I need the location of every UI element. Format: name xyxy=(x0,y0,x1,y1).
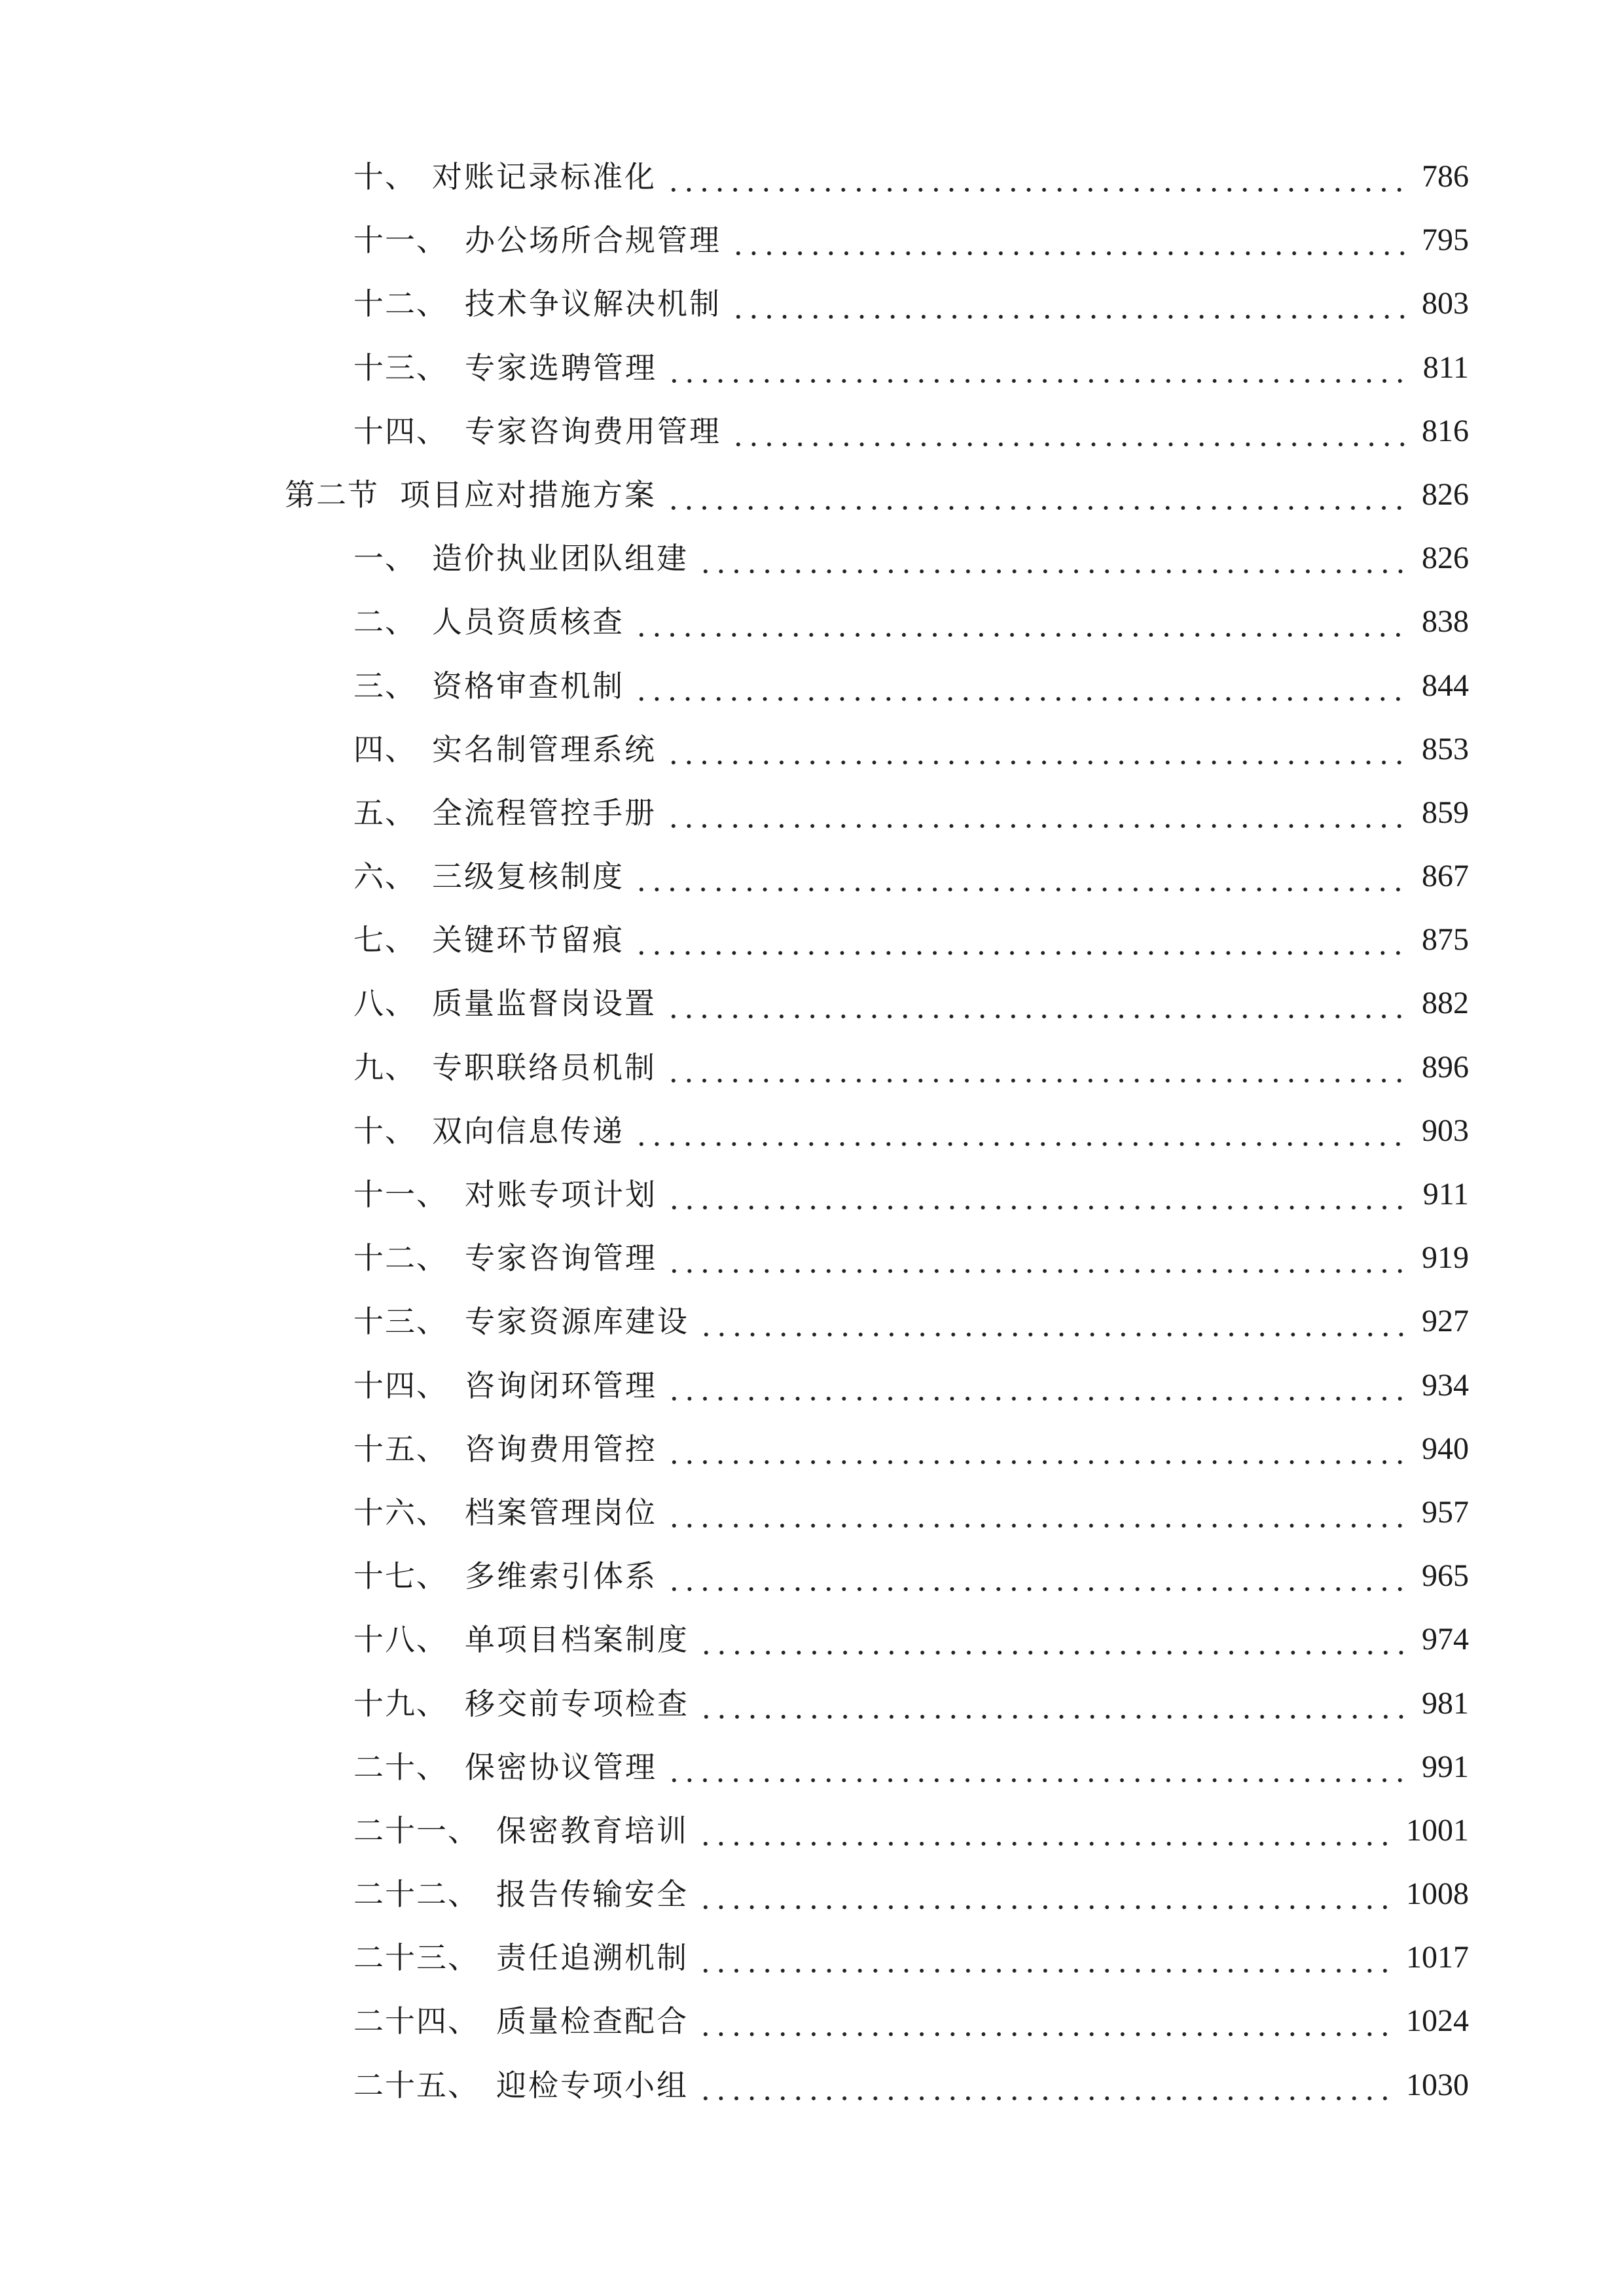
dot-leader xyxy=(731,410,1410,452)
dot-leader xyxy=(666,1237,1410,1279)
dot-leader xyxy=(666,792,1410,834)
toc-entry-line xyxy=(353,1300,1469,1342)
toc-entry-number: 二十五、 xyxy=(353,2067,479,2103)
toc-entry-title: 单项目档案制度 xyxy=(465,1622,689,1658)
toc-entry[interactable] xyxy=(0,1354,1624,1418)
toc-entry-number: 十四、 xyxy=(353,413,448,449)
toc-entry-title: 办公场所合规管理 xyxy=(465,223,721,259)
dot-leader xyxy=(666,156,1410,198)
dot-leader xyxy=(698,1937,1394,1979)
toc-entry[interactable] xyxy=(0,527,1624,590)
toc-entry-title: 资格审查机制 xyxy=(432,668,624,704)
dot-leader xyxy=(634,919,1410,961)
dot-leader xyxy=(698,2064,1394,2106)
toc-entry-number: 十八、 xyxy=(353,1622,448,1658)
dot-leader xyxy=(731,283,1410,325)
toc-entry-line xyxy=(353,982,1469,1024)
toc-entry-title: 专职联络员机制 xyxy=(432,1049,657,1085)
toc-entry[interactable] xyxy=(0,1481,1624,1545)
toc-entry-number: 九、 xyxy=(353,1049,416,1085)
toc-entry[interactable] xyxy=(0,908,1624,972)
toc-entry-title: 专家选聘管理 xyxy=(465,350,657,386)
toc-entry-number: 十九、 xyxy=(353,1685,448,1721)
toc-entry[interactable] xyxy=(0,1799,1624,1863)
toc-entry-page-number: 896 xyxy=(1422,1049,1469,1085)
toc-entry-number: 二十三、 xyxy=(353,1940,479,1976)
dot-leader xyxy=(666,728,1410,770)
toc-entry-title: 保密协议管理 xyxy=(465,1749,657,1785)
toc-entry-line xyxy=(353,1110,1469,1152)
toc-entry-number: 四、 xyxy=(353,731,416,767)
toc-entry-line xyxy=(353,347,1469,389)
toc-entry-page-number: 844 xyxy=(1422,668,1469,703)
toc-entry[interactable] xyxy=(0,145,1624,209)
toc-entry[interactable] xyxy=(0,1227,1624,1290)
toc-entry-line xyxy=(353,410,1469,452)
toc-entry[interactable] xyxy=(0,1863,1624,1926)
toc-entry-line xyxy=(353,283,1469,325)
toc-entry-line xyxy=(353,2064,1469,2106)
toc-entry-page-number: 903 xyxy=(1422,1113,1469,1148)
toc-entry[interactable] xyxy=(0,590,1624,654)
toc-entry-line xyxy=(353,919,1469,961)
toc-entry-title: 质量检查配合 xyxy=(496,2003,689,2039)
dot-leader xyxy=(666,1174,1411,1215)
toc-entry-line xyxy=(353,792,1469,834)
toc-entry-title: 双向信息传递 xyxy=(432,1113,624,1149)
toc-entry-number: 二、 xyxy=(353,604,416,640)
toc-entry-number: 五、 xyxy=(353,795,416,831)
toc-entry-line xyxy=(353,1810,1469,1852)
toc-entry-title: 咨询费用管控 xyxy=(465,1431,657,1467)
toc-entry[interactable] xyxy=(0,209,1624,272)
toc-entry-page-number: 981 xyxy=(1422,1685,1469,1721)
toc-entry[interactable] xyxy=(0,336,1624,400)
toc-entry-title: 档案管理岗位 xyxy=(465,1494,657,1530)
dot-leader xyxy=(698,1810,1394,1852)
toc-entry-line xyxy=(353,1555,1469,1597)
dot-leader xyxy=(666,982,1410,1024)
toc-entry-line xyxy=(353,1237,1469,1279)
toc-entry-title: 质量监督岗设置 xyxy=(432,986,657,1022)
toc-entry-line xyxy=(353,728,1469,770)
toc-entry-page-number: 1024 xyxy=(1406,2003,1469,2039)
toc-entry-title: 人员资质核查 xyxy=(432,604,624,640)
toc-entry-page-number: 934 xyxy=(1422,1367,1469,1403)
toc-entry[interactable] xyxy=(0,718,1624,781)
toc-entry-title: 专家咨询管理 xyxy=(465,1240,657,1276)
toc-entry-number: 七、 xyxy=(353,922,416,958)
toc-entry-page-number: 957 xyxy=(1422,1494,1469,1530)
toc-entry-line xyxy=(353,1047,1469,1088)
toc-entry-line xyxy=(353,219,1469,261)
toc-entry[interactable] xyxy=(0,655,1624,718)
dot-leader xyxy=(698,2000,1394,2042)
toc-entry-number: 十三、 xyxy=(353,1304,448,1340)
dot-leader xyxy=(666,1555,1410,1597)
toc-entry-number: 二十、 xyxy=(353,1749,448,1785)
toc-entry-number: 第二节 xyxy=(285,476,379,512)
dot-leader xyxy=(634,855,1410,897)
toc-entry[interactable] xyxy=(0,1545,1624,1608)
toc-entry[interactable] xyxy=(0,845,1624,908)
toc-entry-title: 咨询闭环管理 xyxy=(465,1367,657,1403)
toc-entry[interactable] xyxy=(0,1672,1624,1736)
toc-entry-line xyxy=(353,665,1469,707)
toc-entry-page-number: 882 xyxy=(1422,986,1469,1021)
toc-entry-title: 迎检专项小组 xyxy=(496,2067,689,2103)
toc-entry[interactable] xyxy=(0,400,1624,463)
toc-entry-line xyxy=(353,1428,1469,1470)
toc-entry[interactable] xyxy=(0,1036,1624,1100)
toc-entry-title: 移交前专项检查 xyxy=(465,1685,689,1721)
dot-leader xyxy=(731,219,1410,261)
toc-entry-title: 实名制管理系统 xyxy=(432,731,657,767)
toc-entry-title: 专家咨询费用管理 xyxy=(465,413,721,449)
toc-entry-line xyxy=(353,2000,1469,2042)
toc-entry-title: 全流程管控手册 xyxy=(432,795,657,831)
toc-entry-number: 十二、 xyxy=(353,1240,448,1276)
dot-leader xyxy=(666,1492,1410,1534)
dot-leader xyxy=(634,665,1410,707)
toc-entry-line xyxy=(353,1619,1469,1660)
toc-entry-number: 六、 xyxy=(353,859,416,895)
dot-leader xyxy=(634,601,1410,643)
toc-entry[interactable] xyxy=(0,1736,1624,1799)
toc-entry[interactable] xyxy=(0,972,1624,1035)
toc-entry[interactable] xyxy=(0,1926,1624,1990)
toc-entry-title: 专家资源库建设 xyxy=(465,1304,689,1340)
toc-entry-number: 十五、 xyxy=(353,1431,448,1467)
toc-entry-line xyxy=(353,1873,1469,1915)
toc-entry-number: 二十二、 xyxy=(353,1876,479,1912)
dot-leader xyxy=(666,1365,1410,1407)
toc-entry-number: 十七、 xyxy=(353,1558,448,1594)
toc-entry[interactable] xyxy=(0,1608,1624,1672)
dot-leader xyxy=(698,1300,1410,1342)
toc-entry-title: 多维索引体系 xyxy=(465,1558,657,1594)
dot-leader xyxy=(698,537,1410,579)
toc-entry[interactable] xyxy=(0,1100,1624,1163)
toc-entry-page-number: 875 xyxy=(1422,922,1469,958)
dot-leader xyxy=(666,1746,1410,1788)
toc-entry-page-number: 816 xyxy=(1422,413,1469,448)
toc-entry-number: 二十四、 xyxy=(353,2003,479,2039)
toc-entry-page-number: 1030 xyxy=(1406,2067,1469,2102)
toc-entry-number: 一、 xyxy=(353,541,416,577)
toc-entry-page-number: 965 xyxy=(1422,1558,1469,1594)
toc-entry-page-number: 1008 xyxy=(1406,1876,1469,1912)
toc-entry-line xyxy=(353,1174,1469,1215)
dot-leader xyxy=(698,1619,1410,1660)
toc-entry-number: 三、 xyxy=(353,668,416,704)
toc-entry-page-number: 991 xyxy=(1422,1749,1469,1784)
toc-entry-title: 对账专项计划 xyxy=(465,1177,657,1212)
toc-entry-number: 十四、 xyxy=(353,1367,448,1403)
toc-entry[interactable] xyxy=(0,1163,1624,1227)
table-of-contents xyxy=(0,145,1624,2117)
toc-entry-title: 三级复核制度 xyxy=(432,859,624,895)
toc-entry-title: 保密教育培训 xyxy=(496,1812,689,1848)
toc-entry-line xyxy=(353,537,1469,579)
toc-entry[interactable] xyxy=(0,2054,1624,2117)
toc-entry-number: 十一、 xyxy=(353,1177,448,1212)
toc-entry[interactable] xyxy=(0,781,1624,845)
toc-entry-title: 关键环节留痕 xyxy=(432,922,624,958)
toc-entry-page-number: 826 xyxy=(1422,541,1469,576)
toc-entry-line xyxy=(353,1937,1469,1979)
toc-entry-line xyxy=(353,1365,1469,1407)
dot-leader xyxy=(698,1873,1394,1915)
toc-entry-number: 十、 xyxy=(353,159,416,194)
toc-entry-page-number: 867 xyxy=(1422,859,1469,894)
toc-entry-title: 责任追溯机制 xyxy=(496,1940,689,1976)
toc-entry-page-number: 1017 xyxy=(1406,1940,1469,1975)
dot-leader xyxy=(666,1047,1410,1088)
dot-leader xyxy=(666,1428,1410,1470)
toc-entry-page-number: 859 xyxy=(1422,795,1469,830)
toc-entry-title: 对账记录标准化 xyxy=(432,159,657,194)
toc-entry-page-number: 940 xyxy=(1422,1431,1469,1466)
dot-leader xyxy=(634,1110,1410,1152)
toc-entry-page-number: 811 xyxy=(1422,350,1469,385)
dot-leader xyxy=(666,474,1410,516)
toc-entry-page-number: 803 xyxy=(1422,286,1469,321)
toc-entry-page-number: 853 xyxy=(1422,731,1469,766)
toc-entry-page-number: 838 xyxy=(1422,604,1469,639)
toc-entry-line xyxy=(353,1492,1469,1534)
toc-entry-number: 十二、 xyxy=(353,286,448,322)
toc-entry-number: 十、 xyxy=(353,1113,416,1149)
toc-entry-page-number: 911 xyxy=(1422,1177,1469,1211)
toc-entry-line xyxy=(353,855,1469,897)
dot-leader xyxy=(698,1683,1410,1725)
toc-entry-line xyxy=(353,1683,1469,1725)
toc-entry-line xyxy=(353,601,1469,643)
toc-entry-line xyxy=(353,156,1469,198)
toc-entry-number: 二十一、 xyxy=(353,1812,479,1848)
toc-entry[interactable] xyxy=(0,1990,1624,2053)
toc-entry-page-number: 826 xyxy=(1422,476,1469,512)
toc-entry-page-number: 786 xyxy=(1422,159,1469,194)
toc-entry-title: 造价执业团队组建 xyxy=(432,541,689,577)
toc-entry[interactable] xyxy=(0,272,1624,336)
toc-entry-page-number: 974 xyxy=(1422,1622,1469,1657)
toc-entry-number: 十三、 xyxy=(353,350,448,386)
toc-entry-title: 项目应对措施方案 xyxy=(400,476,657,512)
toc-entry[interactable] xyxy=(0,1290,1624,1354)
toc-entry-page-number: 1001 xyxy=(1406,1812,1469,1848)
toc-entry-number: 八、 xyxy=(353,986,416,1022)
toc-entry-number: 十一、 xyxy=(353,223,448,259)
toc-entry-line xyxy=(285,474,1469,516)
toc-entry[interactable] xyxy=(0,1418,1624,1481)
toc-entry-title: 技术争议解决机制 xyxy=(465,286,721,322)
toc-entry-title: 报告传输安全 xyxy=(496,1876,689,1912)
toc-entry-page-number: 795 xyxy=(1422,223,1469,258)
toc-entry-line xyxy=(353,1746,1469,1788)
toc-entry[interactable] xyxy=(0,463,1624,527)
dot-leader xyxy=(666,347,1411,389)
toc-entry-page-number: 927 xyxy=(1422,1304,1469,1339)
toc-entry-number: 十六、 xyxy=(353,1494,448,1530)
toc-entry-page-number: 919 xyxy=(1422,1240,1469,1276)
